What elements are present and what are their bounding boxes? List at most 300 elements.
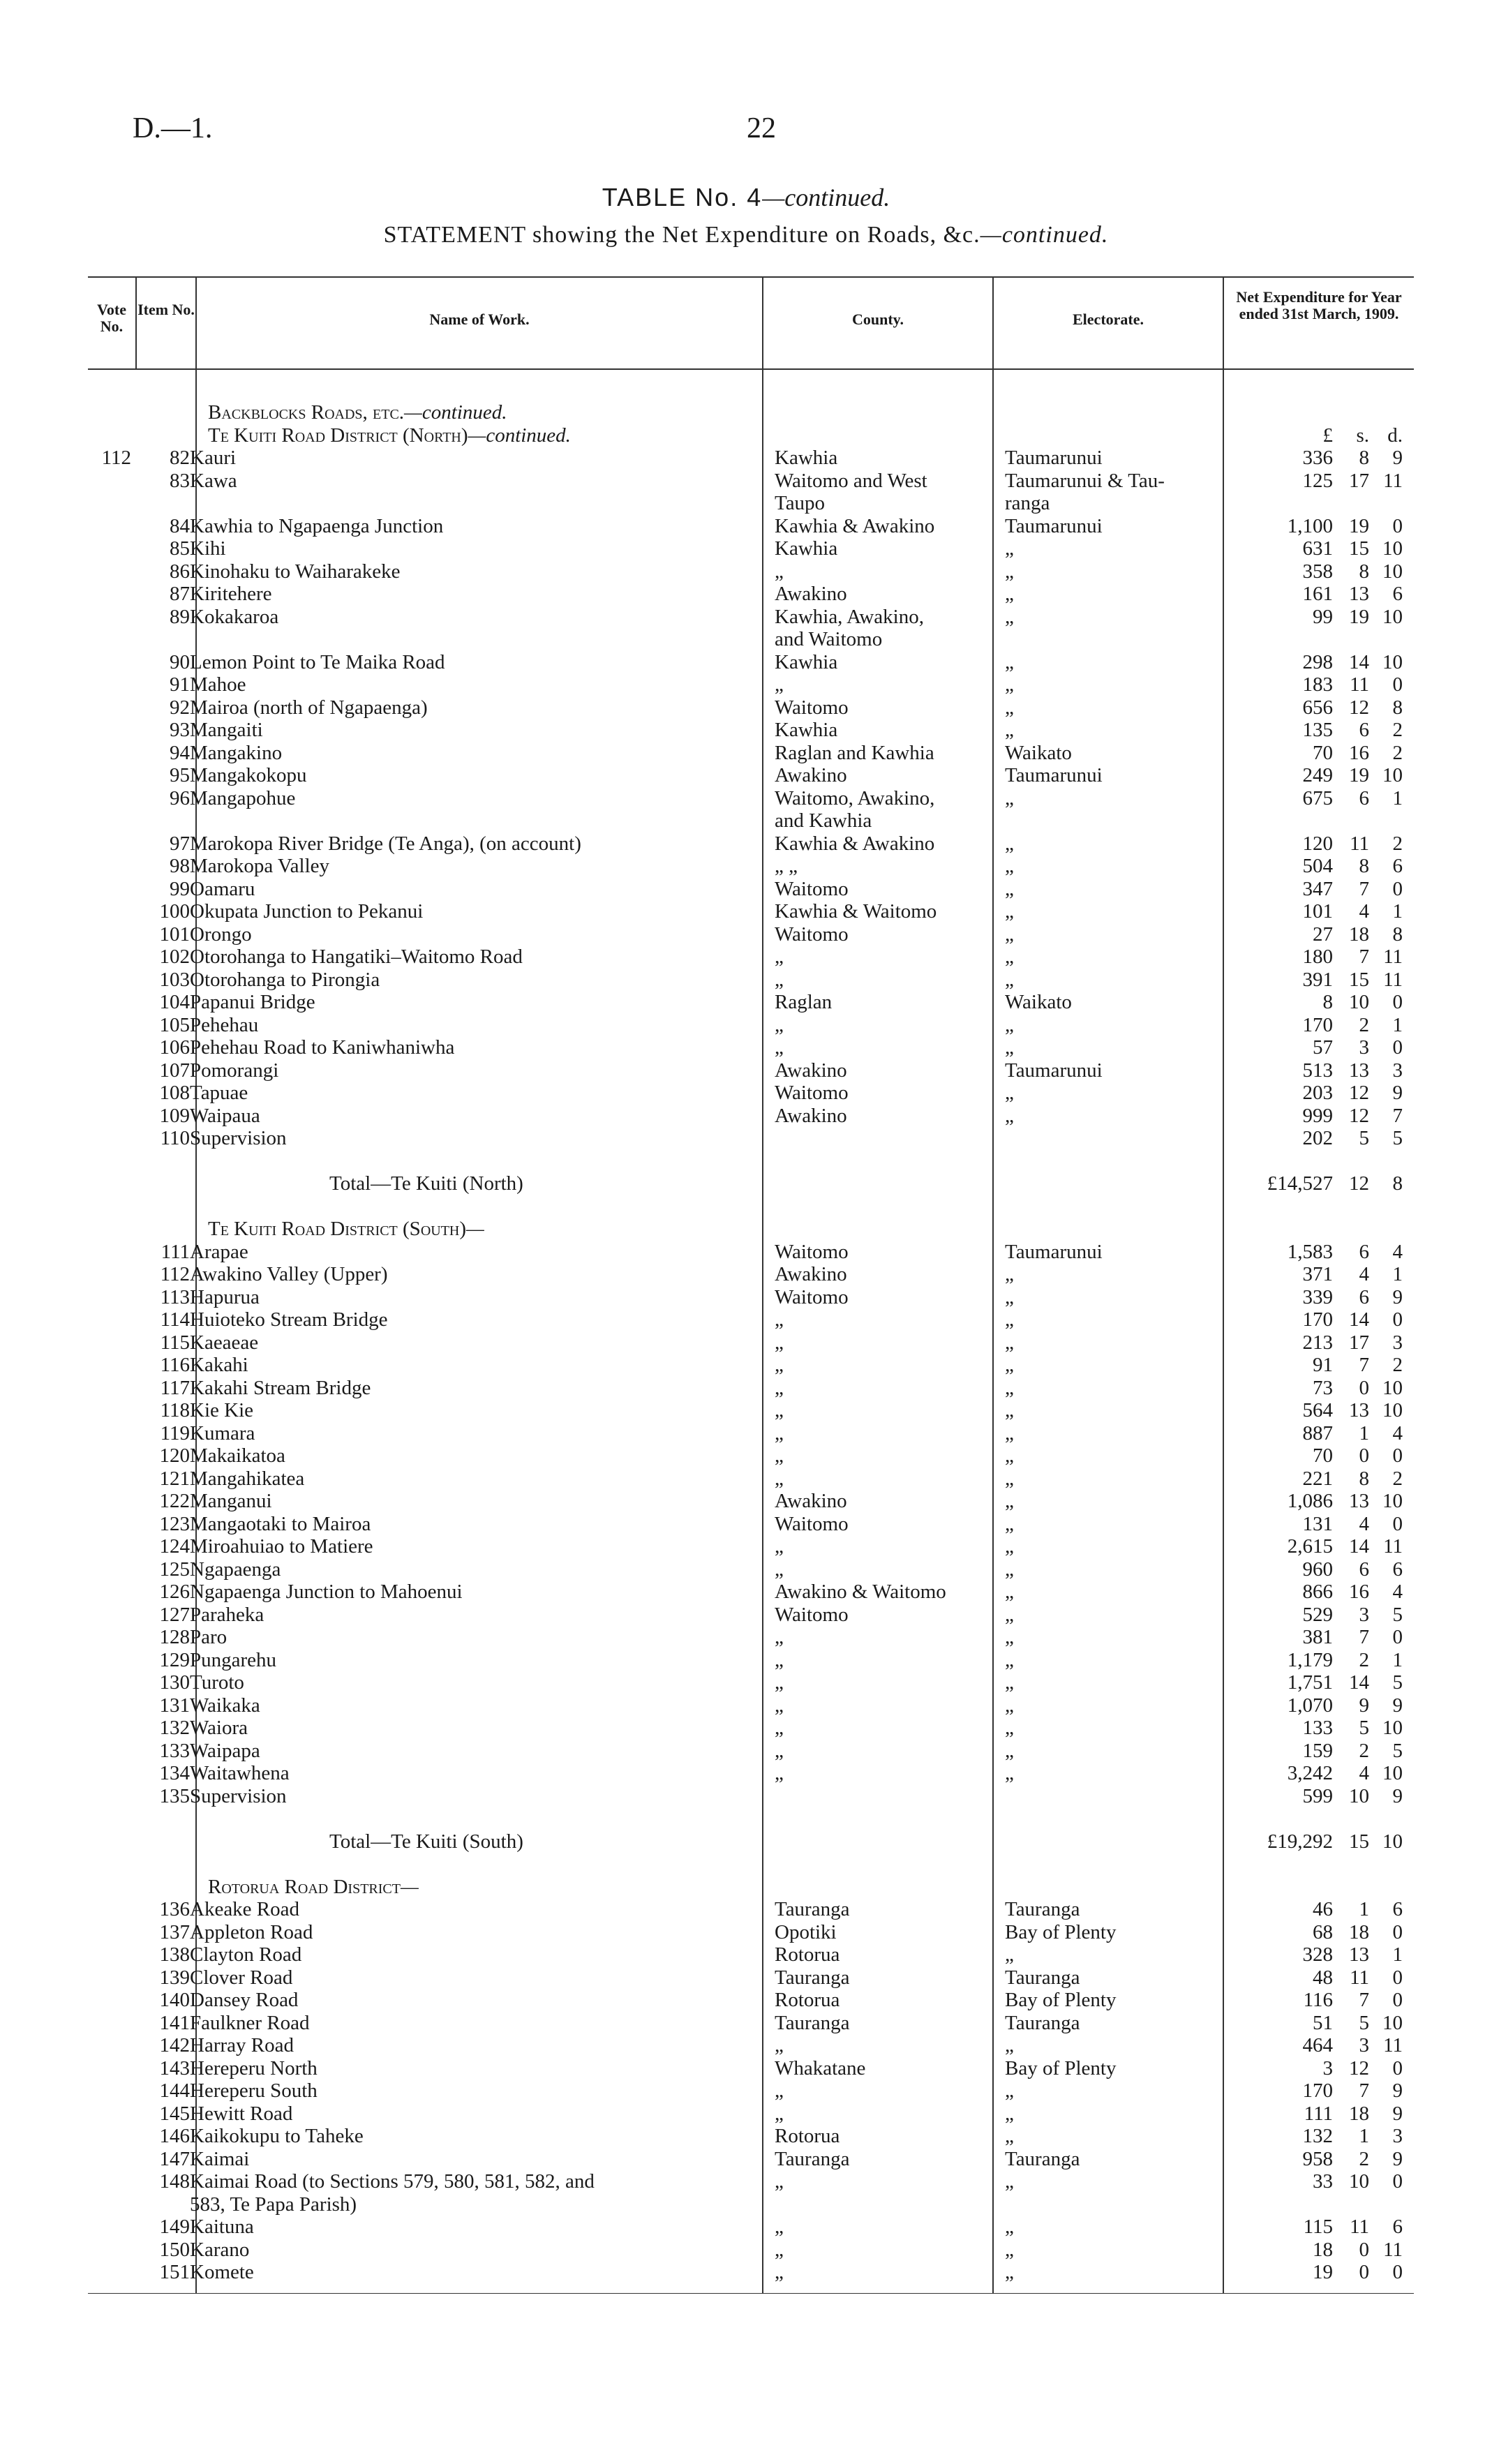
electorate-cell: „ <box>1005 1354 1014 1376</box>
work-name: Hereperu North <box>190 2056 318 2080</box>
electorate-cell: „ <box>1005 2125 1014 2147</box>
work-name: Kiritehere <box>190 583 272 605</box>
amount-shillings: 14 <box>1349 1535 1369 1558</box>
vote-cell <box>88 1649 131 1672</box>
total-label: Total—Te Kuiti (South) <box>329 1830 523 1853</box>
amount-shillings: 18 <box>1349 2102 1369 2125</box>
vote-cell <box>88 719 131 742</box>
amount-shillings: 7 <box>1359 1626 1369 1648</box>
table-row <box>88 2057 1424 2080</box>
blank-cell <box>88 1195 131 1218</box>
vote-cell <box>88 1444 131 1468</box>
subheading-row <box>88 424 1424 447</box>
amount-cell <box>1235 447 1424 470</box>
county-cell: Waitomo <box>775 1240 849 1263</box>
county-cell: Raglan <box>775 991 833 1013</box>
amount-shillings: 10 <box>1349 1784 1369 1807</box>
table-row <box>88 1717 1424 1740</box>
amount-cell <box>1235 1105 1424 1128</box>
table-row <box>88 1535 1424 1558</box>
electorate-cell <box>1005 628 1235 651</box>
vote-cell <box>88 1399 131 1422</box>
amount-shillings: 4 <box>1359 1512 1369 1535</box>
table-row <box>88 1898 1424 1921</box>
item-cell: 144 <box>159 2080 190 2102</box>
electorate-cell: Taumarunui <box>1005 1059 1103 1082</box>
amount-pence: 0 <box>1392 514 1403 537</box>
subheading-row <box>88 1218 1424 1241</box>
work-name: Kokakaroa <box>190 605 279 628</box>
vote-cell <box>88 1876 131 1899</box>
work-name: Kakahi <box>190 1354 248 1376</box>
amount-pounds: 91 <box>1313 1354 1333 1376</box>
work-name: Kumara <box>190 1421 255 1444</box>
electorate-cell: „ <box>1005 1581 1014 1603</box>
county-cell: Kawhia & Awakino <box>775 832 935 855</box>
electorate-cell: „ <box>1005 2238 1014 2261</box>
amount-wrap <box>1235 673 1424 696</box>
amount-wrap <box>1235 696 1424 719</box>
vote-cell <box>88 1354 131 1377</box>
amount-wrap <box>1235 946 1424 968</box>
county-cell <box>775 424 1005 447</box>
amount-cell <box>1235 1513 1424 1536</box>
electorate-cell: „ <box>1005 1421 1014 1444</box>
amount-pounds: 170 <box>1302 2080 1333 2102</box>
item-cell: 129 <box>159 1648 190 1671</box>
vote-cell <box>88 2125 131 2148</box>
county-cell: „ <box>775 2216 784 2238</box>
amount-pounds: 48 <box>1313 1966 1333 1989</box>
unit-pence: d. <box>1387 424 1403 447</box>
electorate-cell: „ <box>1005 1762 1014 1784</box>
amount-cell <box>1235 470 1424 493</box>
vote-cell <box>88 946 131 969</box>
table-row <box>88 1558 1424 1581</box>
work-name: Kawa <box>190 469 237 492</box>
amount-pounds: 347 <box>1302 877 1333 900</box>
amount-shillings: 17 <box>1349 469 1369 492</box>
table-row <box>88 787 1424 810</box>
vote-cell <box>88 2193 131 2216</box>
item-cell: 109 <box>159 1104 190 1127</box>
vote-cell <box>88 1830 131 1853</box>
item-cell <box>131 1876 190 1899</box>
amount-shillings: 4 <box>1359 1762 1369 1784</box>
amount-pence: 1 <box>1392 900 1403 923</box>
statement-title <box>0 222 1492 248</box>
subheading-name: Rotorua Road District <box>208 1875 401 1898</box>
item-cell: 100 <box>159 900 190 923</box>
county-cell: „ <box>775 673 784 696</box>
amount-cell <box>1235 1876 1424 1899</box>
amount-wrap <box>1235 1535 1424 1558</box>
amount-wrap <box>1235 1014 1424 1036</box>
county-cell <box>775 2193 1005 2216</box>
vote-cell <box>88 1127 131 1150</box>
work-name: Kaikokupu to Taheke <box>190 2125 364 2147</box>
work-name: Okupata Junction to Pekanui <box>190 900 424 923</box>
electorate-cell: „ <box>1005 650 1014 673</box>
county-cell: Kawhia <box>775 537 838 560</box>
item-cell <box>131 1830 190 1853</box>
vote-cell <box>88 878 131 901</box>
vote-cell <box>88 2239 131 2262</box>
amount-pence: 10 <box>1382 1762 1403 1784</box>
table-row <box>88 1036 1424 1059</box>
county-cell: Raglan and Kawhia <box>775 741 934 764</box>
amount-pence: 7 <box>1392 1104 1403 1127</box>
work-name: Pehehau <box>190 1013 259 1036</box>
amount-wrap <box>1235 447 1424 469</box>
vote-cell <box>88 2148 131 2171</box>
work-name: Kauri <box>190 447 237 469</box>
work-name: Awakino Valley (Upper) <box>190 1263 388 1285</box>
amount-cell <box>1235 1898 1424 1921</box>
amount-pounds: 170 <box>1302 1308 1333 1331</box>
electorate-cell: Tauranga <box>1005 1966 1080 1989</box>
amount-pounds: 1,086 <box>1287 1490 1333 1512</box>
col-head-item: Item No. <box>137 301 195 318</box>
county-cell <box>775 1218 1005 1241</box>
table-row <box>88 447 1424 470</box>
vote-cell <box>88 2057 131 2080</box>
item-cell: 82 <box>170 447 190 469</box>
amount-wrap <box>1235 1422 1424 1444</box>
county-cell: „ <box>775 2261 784 2283</box>
amount-wrap <box>1235 515 1424 537</box>
amount-shillings: 2 <box>1359 2147 1369 2170</box>
amount-cell <box>1235 2148 1424 2171</box>
item-cell: 97 <box>170 832 190 855</box>
amount-cell <box>1235 2239 1424 2262</box>
table-row <box>88 606 1424 629</box>
statement-title-cont: —continued. <box>980 222 1109 248</box>
table-row <box>88 651 1424 674</box>
county-cell: Awakino <box>775 1490 847 1512</box>
amount-cell <box>1235 2261 1424 2284</box>
amount-shillings: 16 <box>1349 741 1369 764</box>
table-row <box>88 1014 1424 1037</box>
total-row <box>88 1172 1424 1195</box>
county-cell: „ <box>775 1013 784 1036</box>
item-cell: 150 <box>159 2238 190 2261</box>
item-cell: 103 <box>159 968 190 991</box>
amount-cell <box>1235 1172 1424 1195</box>
item-cell: 113 <box>160 1285 190 1308</box>
amount-pence: 0 <box>1392 1989 1403 2011</box>
amount-shillings: 19 <box>1349 764 1369 786</box>
county-cell: „ <box>775 1694 784 1717</box>
item-cell <box>131 492 190 515</box>
vote-cell <box>88 2012 131 2035</box>
amount-cell <box>1235 991 1424 1014</box>
work-name <box>190 809 775 832</box>
item-cell <box>131 1218 190 1241</box>
vote-cell <box>88 2080 131 2103</box>
amount-wrap <box>1235 606 1424 628</box>
amount-pounds: 73 <box>1313 1376 1333 1399</box>
electorate-cell: „ <box>1005 2034 1014 2056</box>
amount-pounds: 358 <box>1302 560 1333 583</box>
work-name: Paro <box>190 1626 227 1648</box>
amount-pounds: 336 <box>1302 447 1333 469</box>
electorate-cell: „ <box>1005 1376 1014 1399</box>
item-cell: 124 <box>159 1535 190 1558</box>
county-cell: Kawhia & Waitomo <box>775 900 937 923</box>
amount-cell <box>1235 878 1424 901</box>
amount-pence: 3 <box>1392 1331 1403 1354</box>
item-cell: 118 <box>160 1399 190 1421</box>
county-cell: „ <box>775 2102 784 2125</box>
amount-pence: 0 <box>1392 673 1403 696</box>
amount-shillings: 4 <box>1359 900 1369 923</box>
subheading-suffix: — <box>466 1218 484 1240</box>
item-cell: 148 <box>159 2170 190 2193</box>
amount-cell <box>1235 900 1424 923</box>
amount-wrap <box>1235 719 1424 741</box>
table-row <box>88 1377 1424 1400</box>
vote-cell <box>88 809 131 832</box>
electorate-cell: Taumarunui <box>1005 447 1103 469</box>
electorate-cell: Tauranga <box>1005 2147 1080 2170</box>
work-name: Dansey Road <box>190 1989 299 2011</box>
work-name: Kaeaeae <box>190 1331 259 1354</box>
subheading-name: Te Kuiti Road District (South) <box>208 1218 467 1240</box>
work-name: Kaimai <box>190 2147 250 2170</box>
amount-shillings: 6 <box>1359 1240 1369 1263</box>
item-cell: 110 <box>160 1127 190 1149</box>
county-cell: „ <box>775 1626 784 1648</box>
vote-cell <box>88 537 131 560</box>
electorate-cell: „ <box>1005 696 1014 719</box>
amount-cell <box>1235 1535 1424 1558</box>
electorate-cell <box>1005 1172 1235 1195</box>
amount-wrap <box>1235 424 1424 447</box>
work-name: Mahoe <box>190 673 246 696</box>
vote-cell <box>88 1241 131 1264</box>
county-cell <box>775 1830 1005 1853</box>
work-name: Hapurua <box>190 1285 260 1308</box>
work-name: Lemon Point to Te Maika Road <box>190 650 445 673</box>
work-name: Otorohanga to Pirongia <box>190 968 380 991</box>
amount-cell <box>1235 2034 1424 2057</box>
item-cell: 106 <box>159 1036 190 1059</box>
table-row <box>88 673 1424 696</box>
vote-cell <box>88 1626 131 1649</box>
amount-cell <box>1235 1649 1424 1672</box>
amount-pounds: 631 <box>1302 537 1333 560</box>
electorate-cell <box>1005 1127 1235 1150</box>
amount-shillings: 19 <box>1349 605 1369 628</box>
amount-cell <box>1235 515 1424 538</box>
amount-pence: 8 <box>1392 696 1403 719</box>
table-row <box>88 1127 1424 1150</box>
work-name: Huioteko Stream Bridge <box>190 1308 388 1331</box>
amount-cell <box>1235 696 1424 719</box>
electorate-cell: „ <box>1005 1285 1014 1308</box>
amount-pounds: 221 <box>1302 1467 1333 1490</box>
amount-wrap <box>1235 2012 1424 2034</box>
work-name: Supervision <box>190 1127 287 1149</box>
vote-cell <box>88 787 131 810</box>
amount-wrap <box>1235 742 1424 764</box>
county-cell: and Kawhia <box>775 809 872 832</box>
subheading-name: Backblocks Roads, etc. <box>208 401 405 424</box>
col-head-amount: Net Expenditure for Year ended 31st March, 1909. <box>1236 288 1402 322</box>
vote-cell <box>88 969 131 992</box>
work-name: Mangahikatea <box>190 1467 305 1490</box>
vote-cell <box>88 1943 131 1966</box>
amount-cell <box>1235 1694 1424 1717</box>
amount-wrap <box>1235 2125 1424 2147</box>
work-name: Mangapohue <box>190 786 296 809</box>
amount-wrap <box>1235 1921 1424 1943</box>
electorate-cell: „ <box>1005 1512 1014 1535</box>
amount-pounds: 57 <box>1313 1036 1333 1059</box>
amount-wrap <box>1235 1604 1424 1626</box>
item-cell: 107 <box>159 1059 190 1082</box>
electorate-cell: „ <box>1005 786 1014 809</box>
vote-cell <box>88 1105 131 1128</box>
table-row <box>88 1807 1424 1830</box>
amount-cell <box>1235 1422 1424 1445</box>
table-row <box>88 1581 1424 1604</box>
vote-cell <box>88 1059 131 1082</box>
work-name: Mangaiti <box>190 719 263 741</box>
county-cell: Kawhia <box>775 447 838 469</box>
county-cell: „ <box>775 1376 784 1399</box>
col-head-name: Name of Work. <box>429 311 530 328</box>
vote-cell <box>88 1989 131 2012</box>
county-cell: Waitomo <box>775 1512 849 1535</box>
amount-cell <box>1235 2103 1424 2126</box>
amount-cell <box>1235 719 1424 742</box>
amount-pounds: 529 <box>1302 1603 1333 1626</box>
amount-wrap <box>1235 1082 1424 1104</box>
table-row <box>88 1921 1424 1944</box>
county-cell: Rotorua <box>775 2125 840 2147</box>
table-row <box>88 628 1424 651</box>
amount-pence: 10 <box>1382 560 1403 583</box>
amount-shillings: 10 <box>1349 991 1369 1013</box>
amount-pounds: 504 <box>1302 855 1333 877</box>
electorate-cell <box>1005 1218 1235 1241</box>
amount-cell <box>1235 764 1424 787</box>
amount-wrap <box>1235 537 1424 560</box>
amount-cell <box>1235 1377 1424 1400</box>
county-cell: Taupo <box>775 492 826 514</box>
table-row <box>88 1762 1424 1785</box>
county-cell: „ <box>775 946 784 968</box>
amount-wrap <box>1235 1308 1424 1331</box>
amount-pounds: 120 <box>1302 832 1333 855</box>
table-row <box>88 583 1424 606</box>
item-cell: 147 <box>159 2147 190 2170</box>
amount-cell <box>1235 1762 1424 1785</box>
amount-wrap <box>1235 1830 1424 1853</box>
amount-shillings: 14 <box>1349 1671 1369 1694</box>
item-cell: 108 <box>159 1082 190 1104</box>
county-cell: Tauranga <box>775 2011 850 2034</box>
vote-cell <box>88 1263 131 1286</box>
county-cell: „ <box>775 1444 784 1467</box>
amount-shillings: 18 <box>1349 923 1369 946</box>
amount-pence: 9 <box>1392 2147 1403 2170</box>
amount-pence: 0 <box>1392 1036 1403 1059</box>
amount-cell <box>1235 2080 1424 2103</box>
item-cell: 134 <box>159 1762 190 1784</box>
amount-shillings: 13 <box>1349 1059 1369 1082</box>
item-cell: 146 <box>159 2125 190 2147</box>
county-cell: Rotorua <box>775 1989 840 2011</box>
table-title-cont: —continued. <box>762 184 890 211</box>
amount-pence: 1 <box>1392 1648 1403 1671</box>
electorate-cell: ranga <box>1005 492 1050 514</box>
item-cell: 101 <box>159 923 190 946</box>
amount-cell <box>1235 923 1424 946</box>
amount-pence: 9 <box>1392 447 1403 469</box>
amount-pence: 5 <box>1392 1739 1403 1762</box>
table-row <box>88 878 1424 901</box>
amount-pence: 9 <box>1392 2102 1403 2125</box>
table-row <box>88 1490 1424 1513</box>
electorate-cell: Tauranga <box>1005 2011 1080 2034</box>
vote-cell <box>88 1490 131 1513</box>
amount-cell <box>1235 946 1424 969</box>
electorate-cell: „ <box>1005 1036 1014 1059</box>
electorate-cell: Taumarunui <box>1005 764 1103 786</box>
item-cell: 87 <box>170 583 190 605</box>
county-cell: Waitomo <box>775 877 849 900</box>
col-head-electorate: Electorate. <box>1073 311 1144 328</box>
blank-cell <box>88 1807 131 1830</box>
amount-wrap <box>1235 2261 1424 2283</box>
amount-wrap <box>1235 1694 1424 1717</box>
table-row <box>88 2148 1424 2171</box>
amount-pence: 10 <box>1382 605 1403 628</box>
amount-wrap <box>1235 832 1424 855</box>
amount-wrap <box>1235 1286 1424 1308</box>
amount-pounds: 391 <box>1302 968 1333 991</box>
vote-cell <box>88 1966 131 1989</box>
amount-pounds: 51 <box>1313 2011 1333 2034</box>
work-name: Pomorangi <box>190 1059 279 1082</box>
table-row <box>88 764 1424 787</box>
amount-pounds: 381 <box>1302 1626 1333 1648</box>
electorate-cell: „ <box>1005 900 1014 923</box>
amount-pounds: 135 <box>1302 719 1333 741</box>
electorate-cell: „ <box>1005 832 1014 855</box>
amount-shillings: 11 <box>1350 832 1369 855</box>
electorate-cell: „ <box>1005 1535 1014 1558</box>
vote-cell <box>88 1581 131 1604</box>
table-top-rule <box>88 276 1414 278</box>
amount-pence: 11 <box>1383 2034 1403 2056</box>
table-row <box>88 492 1424 515</box>
electorate-cell: „ <box>1005 673 1014 696</box>
amount-shillings: 12 <box>1349 1172 1369 1195</box>
county-cell: Waitomo <box>775 696 849 719</box>
item-cell: 94 <box>170 741 190 764</box>
item-cell: 137 <box>159 1920 190 1943</box>
vote-cell <box>88 424 131 447</box>
item-cell: 117 <box>160 1376 190 1399</box>
electorate-cell: „ <box>1005 1399 1014 1421</box>
amount-wrap <box>1235 560 1424 583</box>
item-cell: 131 <box>159 1694 190 1717</box>
item-cell: 115 <box>160 1331 190 1354</box>
